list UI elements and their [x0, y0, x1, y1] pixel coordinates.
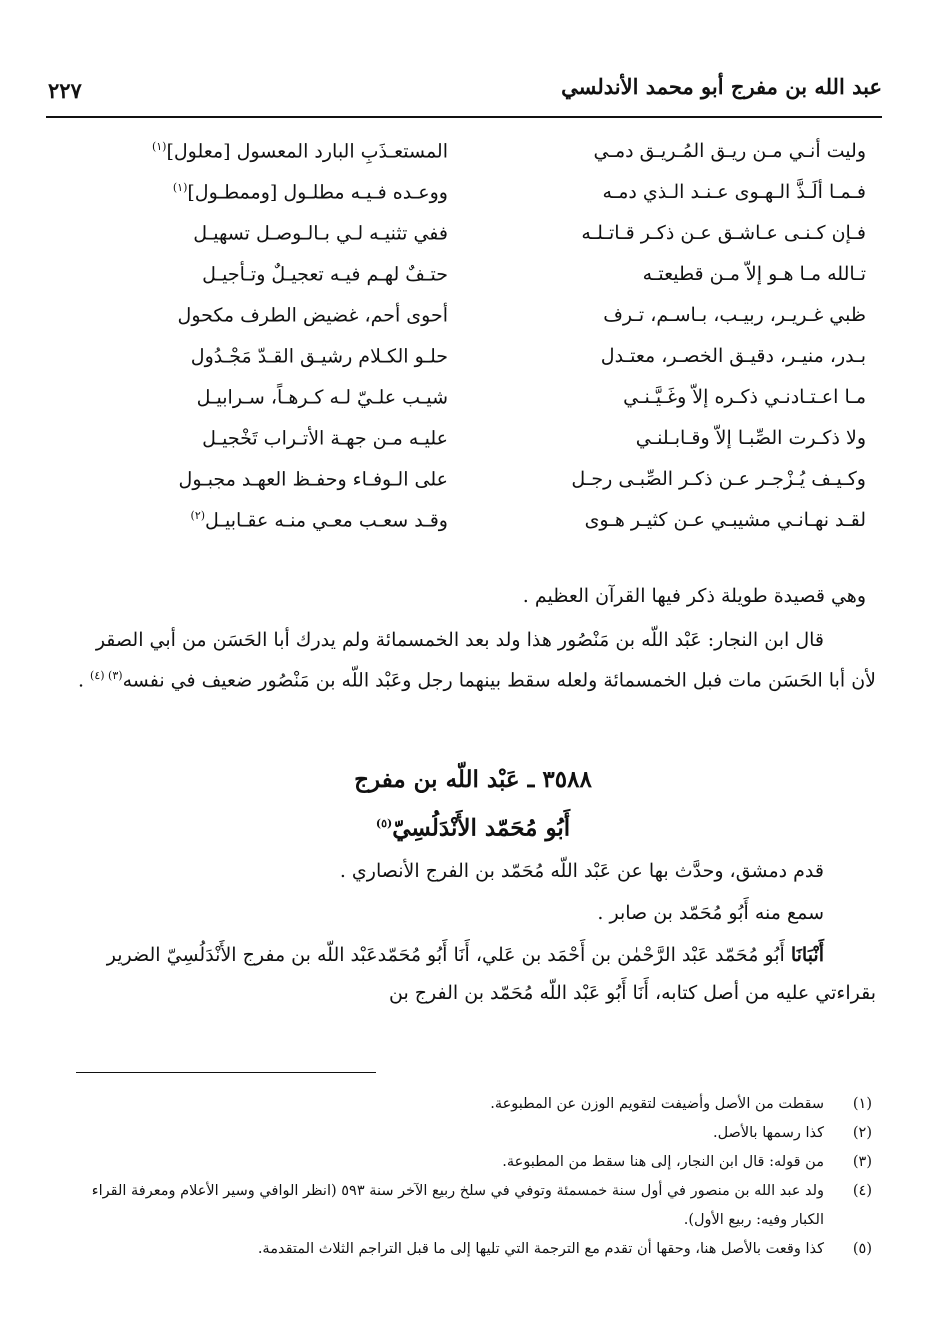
- paragraph-end: .: [77, 669, 91, 692]
- poem-closing-note: وهي قصيدة طويلة ذكر فيها القرآن العظيم .: [522, 585, 866, 607]
- verse-row: [80, 222, 866, 263]
- footnote-text: كذا وقعت بالأصل هنا، وحقها أن تقدم مع الترجمة التي تليها إلى ما قبل التراجم الثلاث المتقدمة.: [257, 1241, 824, 1257]
- footnote-text: من قوله: قال ابن النجار، إلى هنا سقط من المطبوعة.: [502, 1154, 824, 1170]
- paragraph-text: قال ابن النجار: عَبْد اللّه بن مَنْصُور هذا ولد بعد الخمسمائة ولم يدرك أبا الحَسَن من أبي الصقر لأن أبا الحَسَن مات فبل الخمسمائة ولعله سقط بينهما رجل وعَبْد اللّه بن مَنْصُور ضعيف في نفسه: [95, 629, 876, 692]
- footnote: [70, 1090, 876, 1119]
- verse-first-hemistich: تـالله مـا هـو إلاّ مـن قطيعتـه: [642, 263, 866, 285]
- running-header: [46, 68, 882, 118]
- verse-second-hemistich: [98, 427, 448, 449]
- verse-row: [80, 304, 866, 345]
- verse-first-hemistich: مـا اعـتـادنـي ذكـره إلاّ وغَـيَّـنـي: [623, 386, 866, 408]
- verse-row: [80, 140, 866, 181]
- verse-first-hemistich: لقـد نهـانـي مشيبـي عـن كثيـر هـوى: [584, 509, 866, 531]
- verse-first-hemistich: ولا ذكـرت الصِّبـا إلاّ وقـابـلنـي: [635, 427, 866, 449]
- bio-paragraph: سمع منه أَبُو مُحَمّد بن صابر .: [597, 902, 824, 924]
- verse-first-hemistich: فـمـا ألَـذَّ الـهـوى عـنـد الـذي دمـه: [602, 181, 866, 203]
- hemistich-text: عليـه مـن جهـة الأتـراب تَخْجيـل: [202, 427, 448, 450]
- footnote-number: (٣): [852, 1154, 872, 1170]
- entry-heading: [70, 758, 876, 851]
- footnote-number: (٢): [852, 1125, 872, 1141]
- verse-row: [80, 427, 866, 468]
- footnote-ref[interactable]: (٢): [190, 509, 206, 522]
- verse-first-hemistich: فـإن كـنـى عـاشـق عـن ذكـر قـاتـلـه: [581, 222, 866, 244]
- footnote-ref[interactable]: (٥): [375, 817, 393, 830]
- footnote-number: (٤): [852, 1183, 872, 1199]
- hemistich-text: ففي تثنيـه لـي بـالـوصـل تسهيـل: [193, 222, 448, 245]
- entry-subtitle: [70, 802, 876, 851]
- footnote: [70, 1148, 876, 1177]
- verse-row: [80, 345, 866, 386]
- verse-first-hemistich: ظبي غـريـر، ربيـب، بـاسـم، تـرف: [603, 304, 866, 326]
- verse-second-hemistich: [98, 181, 448, 203]
- verse-row: [80, 468, 866, 509]
- verse-second-hemistich: [98, 263, 448, 285]
- footnotes: [70, 1090, 876, 1264]
- verse-second-hemistich: [98, 304, 448, 326]
- footnote-number: (١): [852, 1096, 872, 1112]
- footnote: [70, 1235, 876, 1264]
- entry-subtitle-text: أَبُو مُحَمّد الأَنْدَلُسِيّ: [392, 814, 571, 842]
- bio-paragraph: [70, 936, 876, 1012]
- biography: [70, 852, 876, 1012]
- hemistich-text: أحوى أحم، غضيض الطرف مكحول: [177, 304, 448, 327]
- hemistich-text: شيـب علـيّ لـه كـرهـاً، سـرابيـل: [196, 386, 448, 409]
- bio-paragraph: قدم دمشق، وحدَّث بها عن عَبْد اللّه مُحَمّد بن الفرج الأنصاري .: [339, 860, 824, 882]
- footnote-text: سقطت من الأصل وأضيفت لتقويم الوزن عن المطبوعة.: [490, 1096, 824, 1112]
- isnad-lead-word: أَنْبَانَا: [790, 944, 824, 966]
- verse-first-hemistich: وليت أنـي مـن ريـق المُـريـق دمـي: [593, 140, 866, 162]
- footnote-text: ولد عبد الله بن منصور في أول سنة خمسمئة وتوفي في سلخ ربيع الآخر سنة ٥٩٣ (انظر الوافي وسير الأعلام ومعرفة القراء الكبار وفيه: ربيع الأول).: [91, 1183, 824, 1228]
- verse-second-hemistich: [98, 222, 448, 244]
- poem: [80, 140, 866, 560]
- running-title: عبد الله بن مفرج أبو محمد الأندلسي: [561, 74, 882, 99]
- verse-first-hemistich: بـدر، منيـر، دقيـق الخصـر، معتـدل: [600, 345, 866, 367]
- verse-row: [80, 181, 866, 222]
- verse-row: [80, 386, 866, 427]
- verse-second-hemistich: [98, 468, 448, 490]
- hemistich-text: على الـوفـاء وحفـظ العهـد مجبـول: [178, 468, 448, 491]
- paragraph: [70, 622, 876, 698]
- footnote-number: (٥): [852, 1241, 872, 1257]
- verse-first-hemistich: وكـيـف يُـزْجـر عـن ذكـر الصِّبـى رجـل: [571, 468, 866, 490]
- footnote-ref[interactable]: (١): [172, 181, 188, 194]
- page-number: ٢٢٧: [48, 78, 82, 103]
- footnote-ref[interactable]: (٣) (٤): [90, 669, 123, 682]
- footnote-ref[interactable]: (١): [151, 140, 167, 153]
- footnote: [70, 1177, 876, 1235]
- verse-second-hemistich: [98, 386, 448, 408]
- hemistich-text: حتـفٌ لهـم فيـه تعجيـلٌ وتـأجيـل: [202, 263, 448, 286]
- entry-title: ٣٥٨٨ ـ عَبْد اللّه بن مفرج: [354, 766, 592, 793]
- verse-second-hemistich: [98, 509, 448, 531]
- ibn-najjar-paragraph: [70, 622, 876, 698]
- verse-row: [80, 509, 866, 550]
- isnad-text: أَبُو مُحَمّد عَبْد الرَّحْمٰن بن أَحْمَد بن عَلي، أَنَا أَبُو مُحَمّدعَبْد اللّه بن مفرج الأَنْدَلُسِيّ الضرير بقراءتي عليه من أصل كتابه، أَنَا أَبُو عَبْد اللّه مُحَمّد بن الفرج بن: [106, 944, 876, 1004]
- hemistich-text: ووعـده فـيـه مطلـول [وممطـول]: [187, 181, 448, 204]
- hemistich-text: وقـد سعـب معـي منـه عقـابيـل: [205, 509, 448, 532]
- footnote-text: كذا رسمها بالأصل.: [712, 1125, 824, 1141]
- footnote-divider: [76, 1072, 376, 1073]
- footnote: [70, 1119, 876, 1148]
- verse-second-hemistich: [98, 345, 448, 367]
- verse-second-hemistich: [98, 140, 448, 162]
- verse-row: [80, 263, 866, 304]
- hemistich-text: المستعـذَبِ البارد المعسول [معلول]: [166, 140, 448, 163]
- hemistich-text: حلـو الكـلام رشيـق القـدّ مَجْـدُول: [190, 345, 448, 368]
